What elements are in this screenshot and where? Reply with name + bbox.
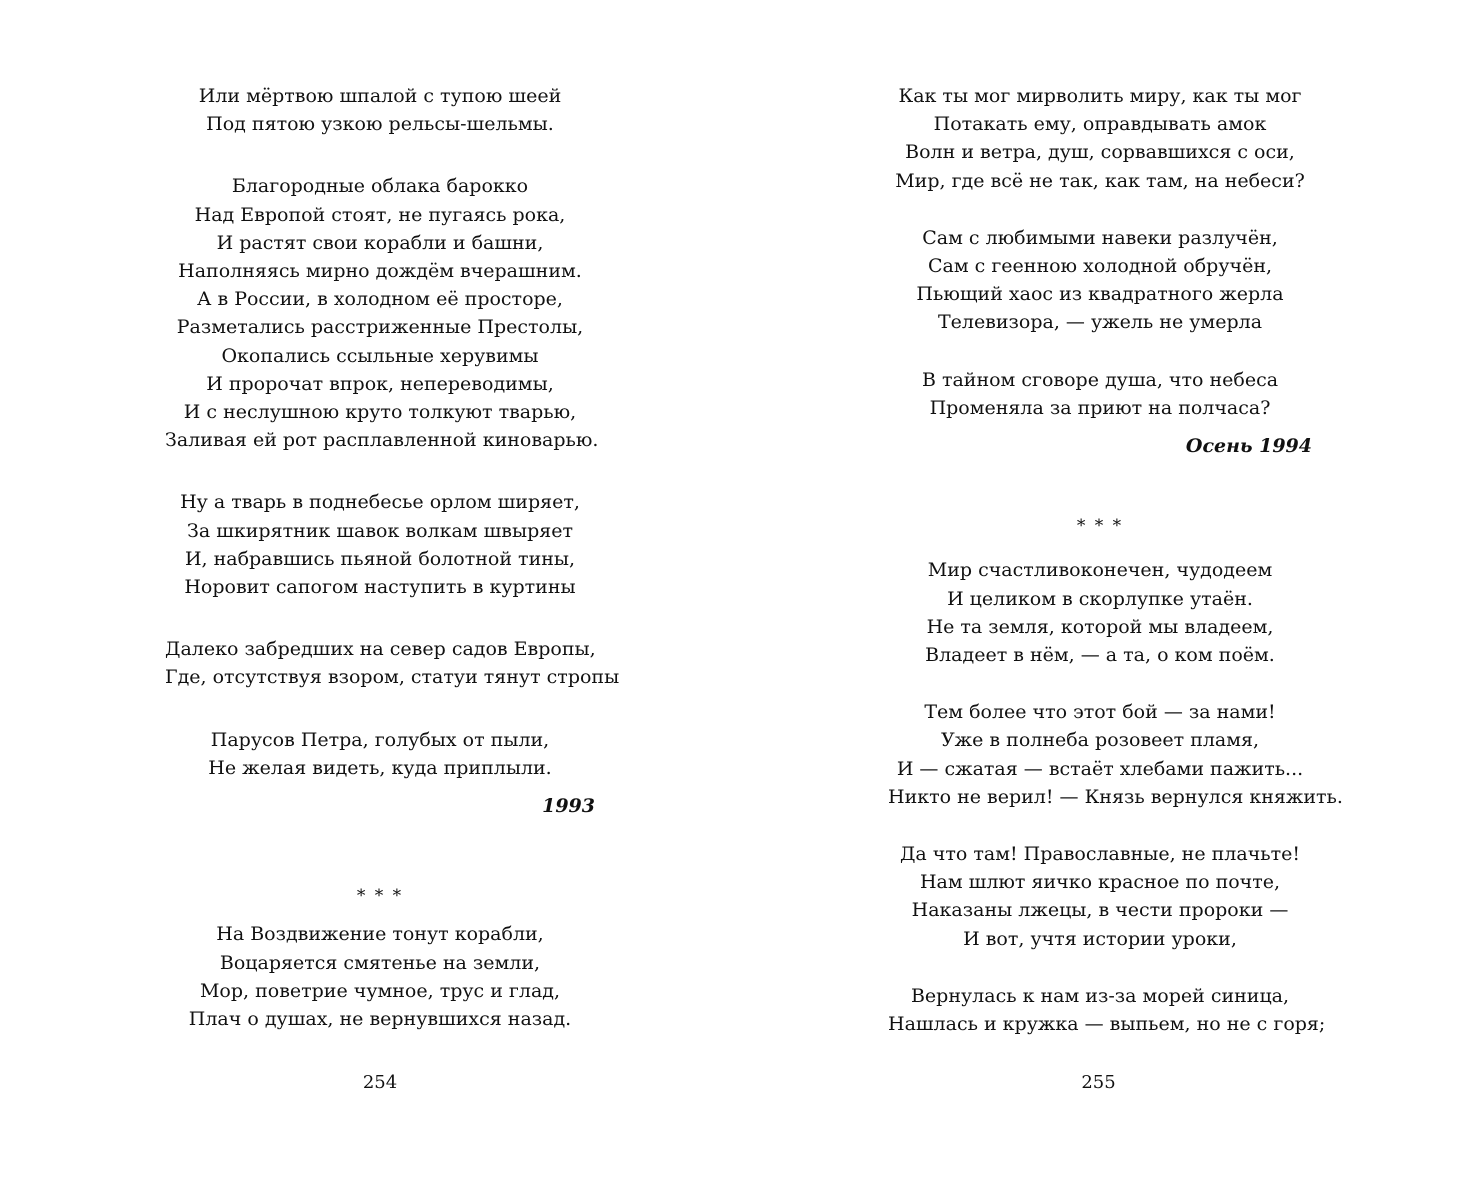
verse-line: Не желая видеть, куда приплыли.	[208, 756, 552, 779]
right-page	[720, 0, 1477, 1182]
verse-line: Норовит сапогом наступить в куртины	[184, 576, 576, 599]
verse-line: Променяла за приют на полчаса?	[929, 396, 1271, 419]
stanza	[888, 840, 1312, 953]
verse-line: И целиком в скорлупке утаён.	[947, 587, 1253, 610]
stanza	[888, 982, 1326, 1038]
left-page-text	[165, 82, 620, 1033]
verse-line: Парусов Петра, голубых от пыли,	[210, 728, 550, 751]
stanza	[888, 556, 1312, 669]
asterism-divider: * * *	[1076, 516, 1124, 537]
stanza	[165, 635, 620, 691]
verse-line: Ну а тварь в поднебесье орлом ширяет,	[180, 491, 580, 514]
verse-line: Сам с геенною холодной обручён,	[927, 255, 1273, 278]
verse-line: Потакать ему, оправдывать амок	[933, 113, 1267, 136]
verse-line: Как ты мог мирволить миру, как ты мог	[898, 85, 1302, 107]
verse-line: Сам с любимыми навеки разлучён,	[922, 226, 1278, 249]
verse-line: В тайном сговоре душа, что небеса	[921, 368, 1279, 391]
verse-line: Мир, где всё не так, как там, на небеси?	[895, 169, 1305, 192]
verse-line: Наполняясь мирно дождём вчерашним.	[178, 260, 582, 283]
verse-line: И — сжатая — встаёт хлебами пажить...	[896, 757, 1304, 780]
verse-line: И пророчат впрок, непереводимы,	[206, 372, 554, 395]
verse-line: И, набравшись пьяной болотной тины,	[184, 547, 576, 570]
poem-date: 1993	[542, 795, 595, 818]
right-page-text	[888, 82, 1343, 1038]
verse-line: Нашлась и кружка — выпьем, но не с горя;	[888, 1013, 1326, 1036]
verse-line: Наказаны лжецы, в чести пророки —	[911, 899, 1289, 922]
stanza	[888, 366, 1312, 422]
stanza	[888, 224, 1312, 337]
verse-line: Воцаряется смятенье на земли,	[219, 951, 541, 974]
verse-line: Плач о душах, не вернувшихся назад.	[188, 1008, 572, 1031]
verse-line: Под пятою узкою рельсы-шельмы.	[206, 113, 554, 136]
verse-line: Благородные облака барокко	[231, 175, 529, 198]
poem-date: Осень 1994	[1185, 435, 1312, 458]
verse-line: Уже в полнеба розовеет пламя,	[940, 729, 1260, 752]
verse-line: Окопались ссыльные херувимы	[221, 344, 539, 367]
verse-line: Мор, поветрие чумное, трус и глад,	[199, 979, 561, 1002]
stanza	[165, 172, 599, 454]
stanza	[165, 920, 595, 1033]
verse-line: Да что там! Православные, не плачьте!	[899, 843, 1300, 866]
stanza	[888, 82, 1312, 195]
verse-line: За шкирятник шавок волкам швыряет	[187, 519, 573, 542]
verse-line: И с неслушною круто толкуют тварью,	[183, 401, 577, 424]
stanza	[165, 82, 595, 138]
verse-line: А в России, в холодном её просторе,	[197, 288, 563, 311]
stanza	[165, 488, 595, 601]
verse-line: На Воздвижение тонут корабли,	[216, 923, 544, 946]
verse-line: Далеко забредших на север садов Европы,	[165, 638, 596, 661]
asterism-divider: * * *	[356, 886, 404, 907]
verse-line: И растят свои корабли и башни,	[216, 231, 544, 254]
verse-line: Где, отсутствуя взором, статуи тянут стропы	[165, 666, 620, 689]
verse-line: Телевизора, — ужель не умерла	[937, 311, 1263, 334]
stanza	[888, 698, 1343, 811]
verse-line: Разметались расстриженные Престолы,	[176, 316, 584, 339]
verse-line: Волн и ветра, душ, сорвавшихся с оси,	[905, 141, 1295, 164]
verse-line: Не та земля, которой мы владеем,	[926, 615, 1274, 638]
page-number: 254	[362, 1072, 398, 1093]
verse-line: Или мёртвою шпалой с тупою шеей	[198, 85, 562, 107]
verse-line: И вот, учтя истории уроки,	[963, 927, 1237, 950]
verse-line: Вернулась к нам из-за морей синица,	[910, 984, 1290, 1007]
verse-line: Над Европой стоят, не пугаясь рока,	[194, 203, 566, 226]
verse-line: Пьющий хаос из квадратного жерла	[916, 283, 1284, 306]
stanza	[165, 726, 595, 782]
verse-line: Заливая ей рот расплавленной киноварью.	[165, 429, 599, 452]
verse-line: Нам шлют яичко красное по почте,	[919, 871, 1281, 894]
verse-line: Тем более что этот бой — за нами!	[924, 701, 1276, 724]
page-number: 255	[1081, 1072, 1116, 1093]
verse-line: Владеет в нём, — а та, о ком поём.	[925, 644, 1275, 667]
verse-line: Никто не верил! — Князь вернулся княжить.	[888, 785, 1343, 808]
verse-line: Мир счастливоконечен, чудодеем	[927, 559, 1273, 582]
